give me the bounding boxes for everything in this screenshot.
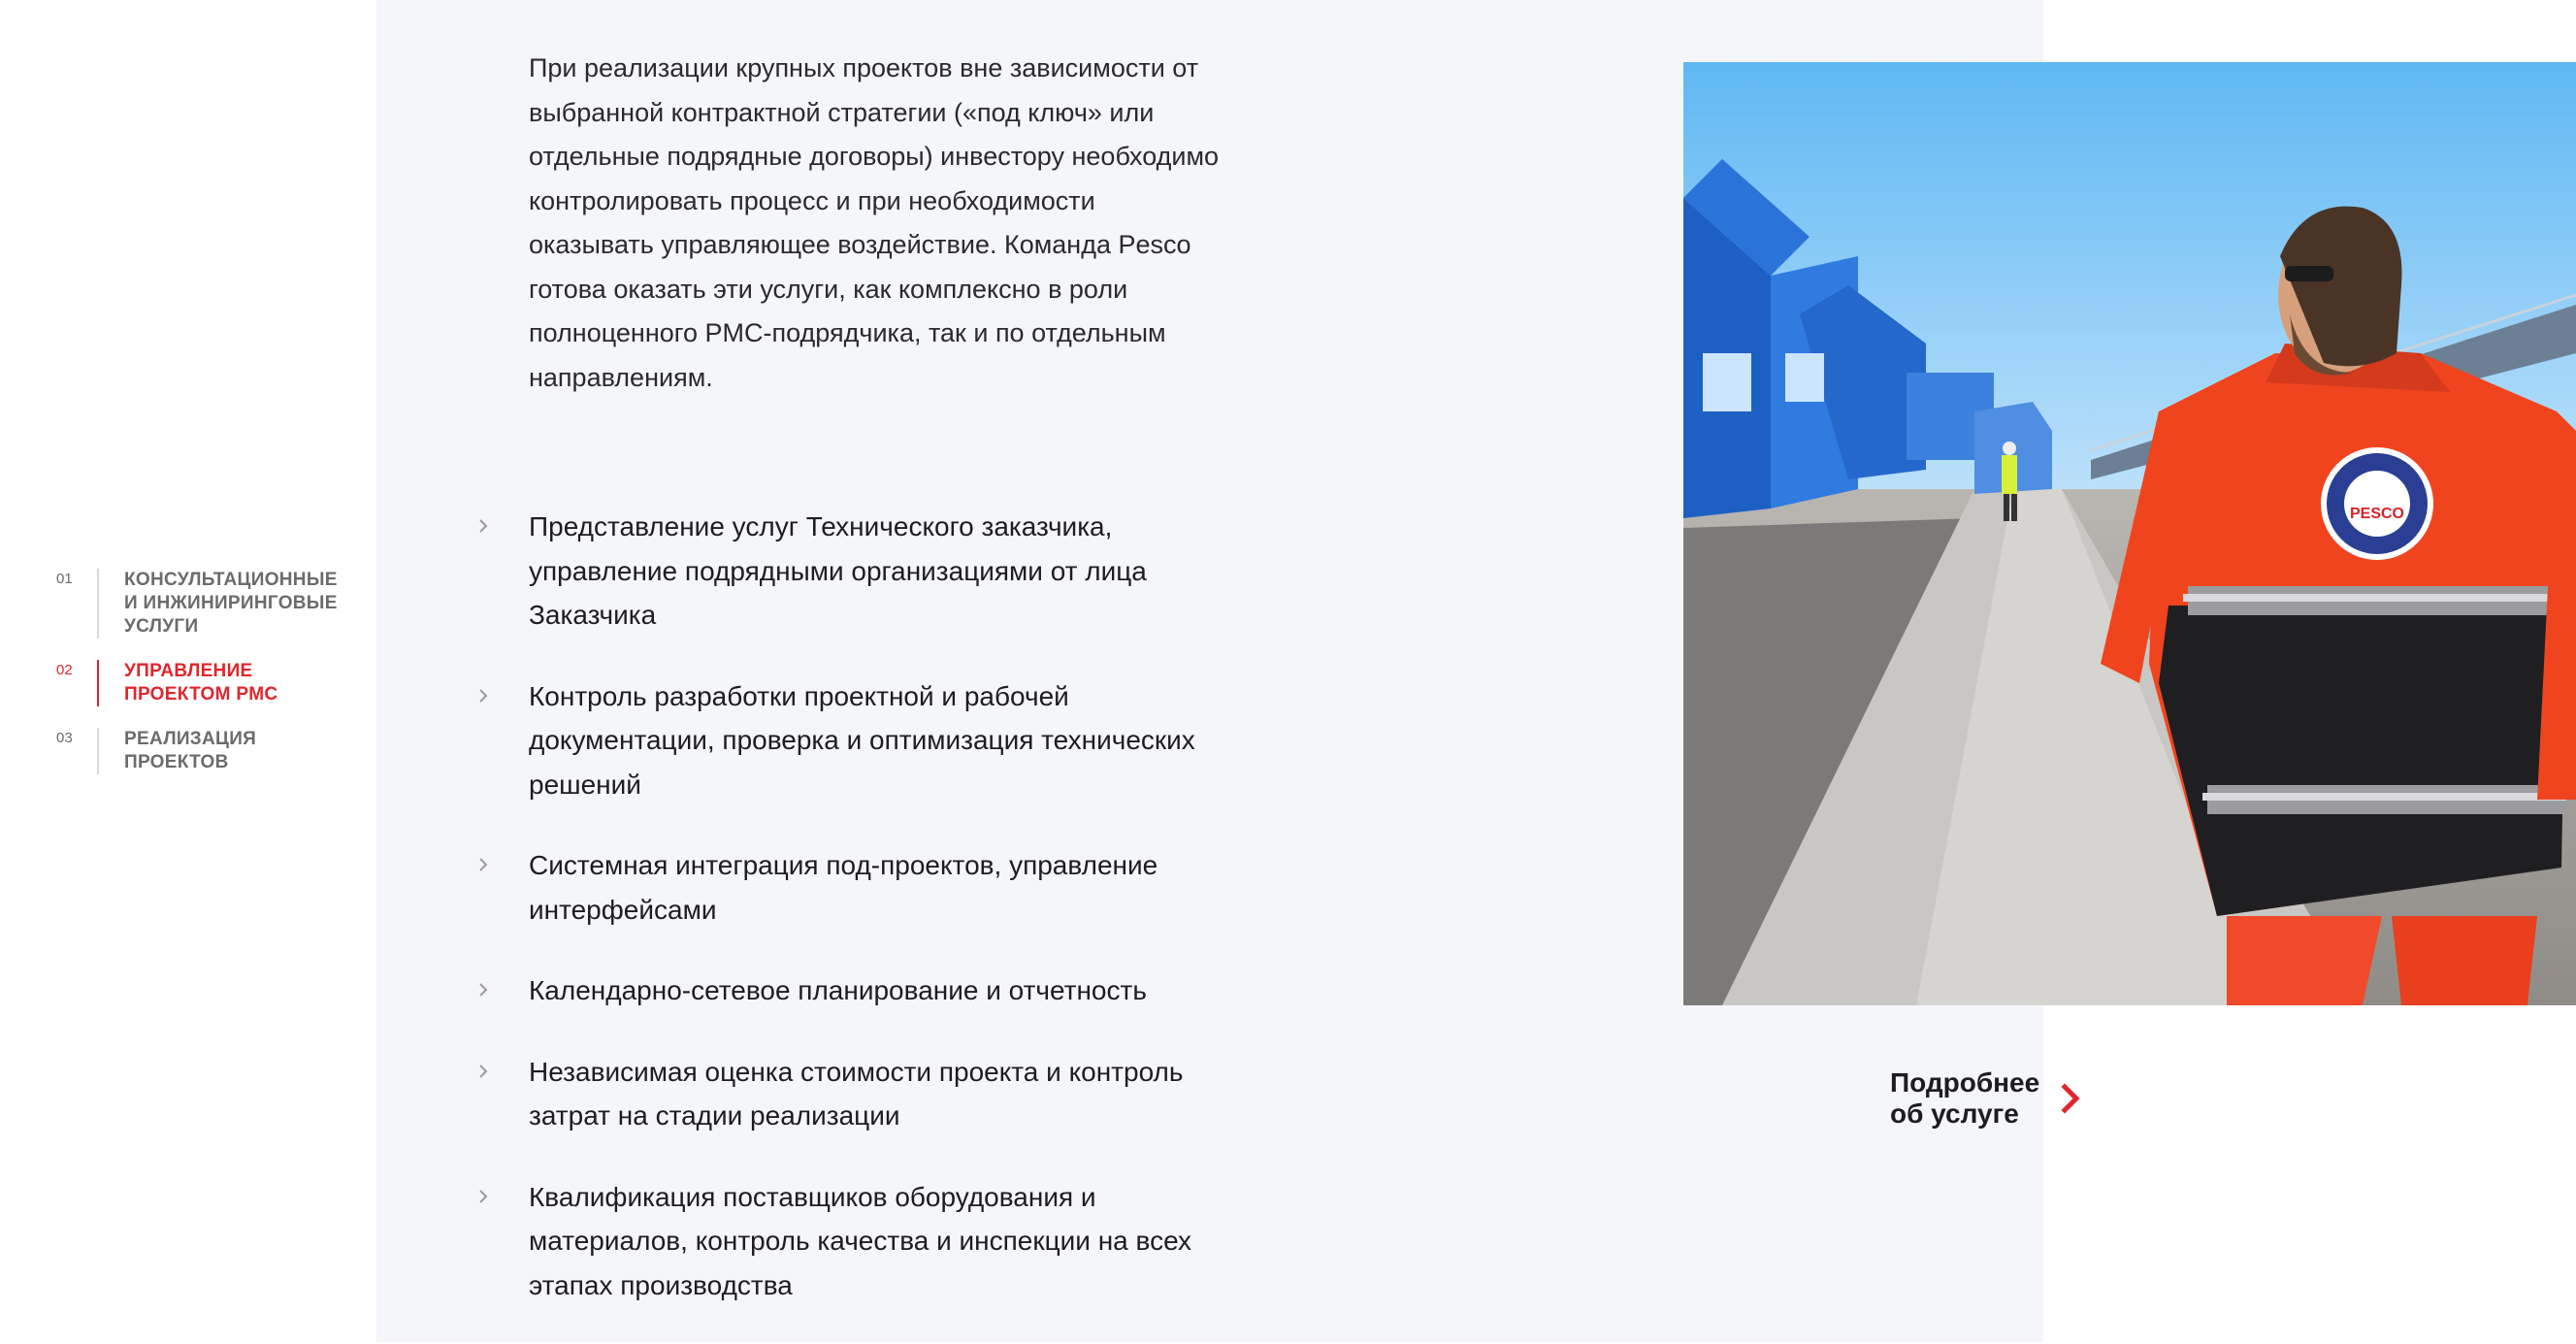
chevron-right-icon	[2061, 1084, 2082, 1113]
nav-item-number: 02	[56, 662, 73, 678]
nav-item-indicator	[97, 728, 99, 774]
side-nav	[56, 569, 347, 796]
service-item-label: Квалификация поставщиков оборудования и материалов, контроль качества и инспекции на всех этапах производства	[529, 1181, 1192, 1300]
services-list	[473, 505, 1211, 1344]
service-item-label: Календарно-сетевое планирование и отчетность	[529, 975, 1147, 1005]
service-item-label: Независимая оценка стоимости проекта и контроль затрат на стадии реализации	[529, 1056, 1184, 1131]
nav-item-label: КОНСУЛЬТАЦИОННЫЕ И ИНЖИНИРИНГОВЫЕ УСЛУГИ	[124, 570, 338, 637]
service-photo	[1683, 62, 2576, 1005]
nav-item-consulting[interactable]	[56, 569, 347, 639]
content-panel	[376, 0, 2405, 1342]
intro-text: При реализации крупных проектов вне зависимости от выбранной контрактной стратегии («под ключ» или отдельные подрядные договоры) инвестору необходимо контролировать процесс и при необходимости оказывать управляющее воздействие. Команда Pesco готова оказать эти услуги, как комплексно в роли полноценного PMC-подрядчика, так и по отдельным направлениям.	[529, 53, 1220, 392]
nav-item-implementation[interactable]	[56, 728, 347, 774]
service-item-planning[interactable]	[473, 968, 1211, 1013]
nav-item-label: РЕАЛИЗАЦИЯ ПРОЕКТОВ	[124, 729, 257, 772]
service-item-label: Контроль разработки проектной и рабочей документации, проверка и оптимизация технических решений	[529, 680, 1195, 800]
nav-item-indicator	[97, 569, 99, 639]
service-item-label: Представление услуг Технического заказчика, управление подрядными организациями от лица Заказчика	[529, 511, 1147, 630]
chevron-right-icon	[473, 516, 493, 536]
chevron-right-icon	[473, 980, 493, 1000]
badge-text: PESCO	[2349, 506, 2405, 522]
chevron-right-icon	[473, 1187, 493, 1206]
service-details-label: Подробнее об услуге	[1890, 1067, 2040, 1129]
service-details-link[interactable]	[1890, 1067, 2082, 1130]
service-item-integration[interactable]	[473, 843, 1211, 932]
nav-item-label: УПРАВЛЕНИЕ ПРОЕКТОМ PMC	[124, 661, 278, 705]
nav-item-indicator	[97, 660, 99, 706]
nav-item-pmc[interactable]	[56, 660, 347, 706]
service-item-documentation[interactable]	[473, 674, 1211, 807]
nav-item-number: 03	[56, 730, 73, 746]
chevron-right-icon	[473, 855, 493, 874]
service-item-cost[interactable]	[473, 1050, 1211, 1138]
chevron-right-icon	[473, 1062, 493, 1081]
service-item-quality[interactable]	[473, 1175, 1211, 1308]
worker-walking-image	[1683, 62, 2576, 1005]
chevron-right-icon	[473, 686, 493, 705]
nav-item-number: 01	[56, 571, 73, 587]
service-item-customer[interactable]	[473, 505, 1211, 638]
service-item-label: Системная интеграция под-проектов, управление интерфейсами	[529, 850, 1158, 925]
